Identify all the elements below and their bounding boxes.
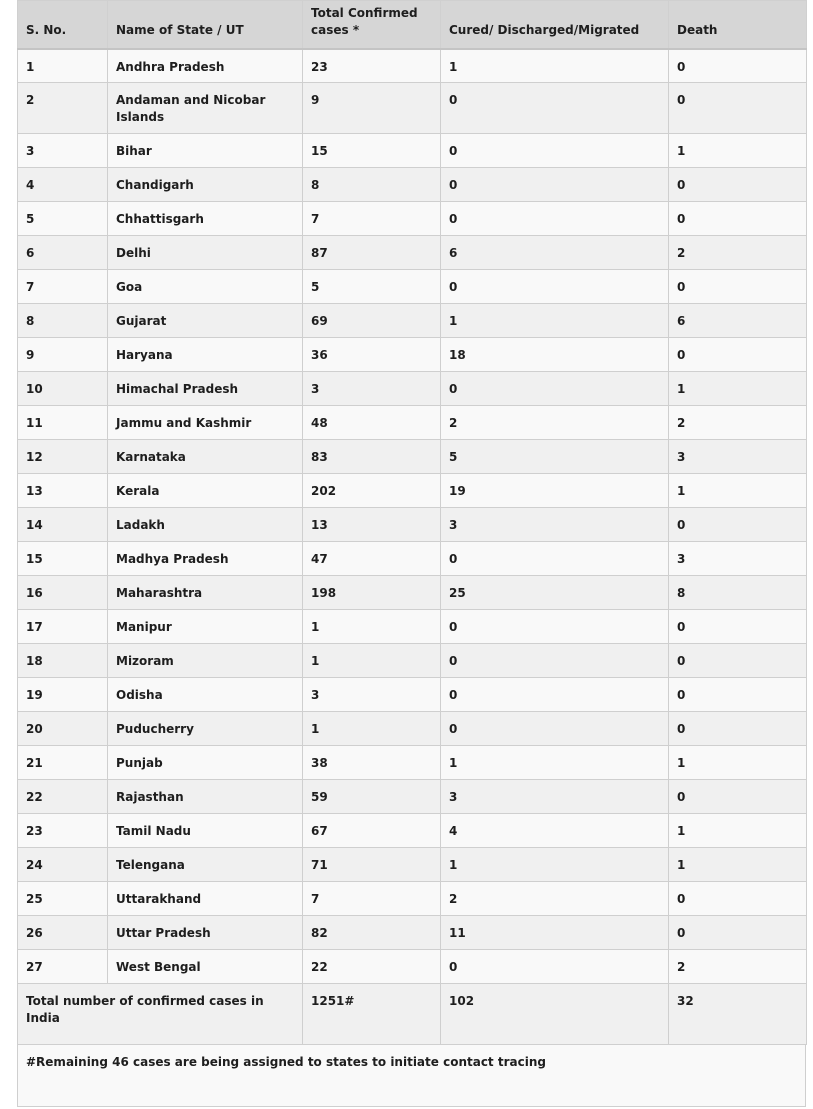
cell-cured: 0 bbox=[441, 542, 669, 576]
table-row bbox=[18, 916, 807, 950]
table-row bbox=[18, 304, 807, 338]
header-sno: S. No. bbox=[18, 1, 108, 49]
cell-state: Madhya Pradesh bbox=[108, 542, 303, 576]
cell-cured: 19 bbox=[441, 474, 669, 508]
cell-confirmed: 87 bbox=[303, 236, 441, 270]
cell-death: 0 bbox=[669, 168, 807, 202]
cell-confirmed: 47 bbox=[303, 542, 441, 576]
cell-death: 1 bbox=[669, 134, 807, 168]
cell-confirmed: 1 bbox=[303, 712, 441, 746]
cell-confirmed: 202 bbox=[303, 474, 441, 508]
cell-death: 2 bbox=[669, 236, 807, 270]
cell-cured: 0 bbox=[441, 610, 669, 644]
cell-death: 0 bbox=[669, 882, 807, 916]
cell-state: Haryana bbox=[108, 338, 303, 372]
cell-confirmed: 83 bbox=[303, 440, 441, 474]
total-death: 32 bbox=[669, 984, 807, 1045]
cell-confirmed: 7 bbox=[303, 882, 441, 916]
cell-confirmed: 1 bbox=[303, 610, 441, 644]
header-state: Name of State / UT bbox=[108, 1, 303, 49]
table-row bbox=[18, 134, 807, 168]
cell-state: Telengana bbox=[108, 848, 303, 882]
cell-state: Maharashtra bbox=[108, 576, 303, 610]
cell-confirmed: 67 bbox=[303, 814, 441, 848]
cell-confirmed: 198 bbox=[303, 576, 441, 610]
cell-cured: 0 bbox=[441, 270, 669, 304]
cell-sno: 27 bbox=[18, 950, 108, 984]
cell-sno: 4 bbox=[18, 168, 108, 202]
table-row bbox=[18, 202, 807, 236]
cell-death: 0 bbox=[669, 49, 807, 83]
cell-death: 0 bbox=[669, 270, 807, 304]
cell-death: 0 bbox=[669, 644, 807, 678]
table-row bbox=[18, 542, 807, 576]
cell-state: Andaman and Nicobar Islands bbox=[108, 83, 303, 134]
cell-sno: 20 bbox=[18, 712, 108, 746]
table-row bbox=[18, 814, 807, 848]
cell-cured: 4 bbox=[441, 814, 669, 848]
cell-death: 1 bbox=[669, 474, 807, 508]
cell-sno: 22 bbox=[18, 780, 108, 814]
cell-death: 3 bbox=[669, 440, 807, 474]
cell-state: Uttar Pradesh bbox=[108, 916, 303, 950]
cell-confirmed: 3 bbox=[303, 372, 441, 406]
cell-sno: 16 bbox=[18, 576, 108, 610]
cell-confirmed: 23 bbox=[303, 49, 441, 83]
cell-confirmed: 7 bbox=[303, 202, 441, 236]
table-row bbox=[18, 49, 807, 83]
table-row bbox=[18, 372, 807, 406]
cell-cured: 25 bbox=[441, 576, 669, 610]
cell-cured: 0 bbox=[441, 712, 669, 746]
cell-sno: 10 bbox=[18, 372, 108, 406]
table-row bbox=[18, 780, 807, 814]
cell-death: 0 bbox=[669, 916, 807, 950]
cell-cured: 0 bbox=[441, 168, 669, 202]
cell-sno: 3 bbox=[18, 134, 108, 168]
cell-confirmed: 22 bbox=[303, 950, 441, 984]
table-row bbox=[18, 746, 807, 780]
header-row bbox=[18, 1, 807, 49]
table-body bbox=[18, 49, 807, 984]
cell-cured: 2 bbox=[441, 406, 669, 440]
table-row bbox=[18, 576, 807, 610]
cell-cured: 18 bbox=[441, 338, 669, 372]
cell-confirmed: 15 bbox=[303, 134, 441, 168]
cell-death: 0 bbox=[669, 610, 807, 644]
table-row bbox=[18, 610, 807, 644]
cell-cured: 0 bbox=[441, 372, 669, 406]
cell-sno: 19 bbox=[18, 678, 108, 712]
cell-sno: 24 bbox=[18, 848, 108, 882]
table-header bbox=[18, 1, 807, 49]
cell-state: West Bengal bbox=[108, 950, 303, 984]
cell-sno: 15 bbox=[18, 542, 108, 576]
total-row bbox=[18, 984, 807, 1045]
header-confirmed: Total Confirmed cases * bbox=[303, 1, 441, 49]
table-row bbox=[18, 440, 807, 474]
cell-state: Kerala bbox=[108, 474, 303, 508]
cell-sno: 17 bbox=[18, 610, 108, 644]
cell-cured: 0 bbox=[441, 134, 669, 168]
cell-state: Punjab bbox=[108, 746, 303, 780]
cell-sno: 12 bbox=[18, 440, 108, 474]
cell-cured: 0 bbox=[441, 202, 669, 236]
cell-sno: 21 bbox=[18, 746, 108, 780]
cell-death: 8 bbox=[669, 576, 807, 610]
cell-death: 0 bbox=[669, 712, 807, 746]
table-row bbox=[18, 406, 807, 440]
cell-confirmed: 38 bbox=[303, 746, 441, 780]
cell-state: Himachal Pradesh bbox=[108, 372, 303, 406]
cell-death: 1 bbox=[669, 848, 807, 882]
header-death: Death bbox=[669, 1, 807, 49]
cell-state: Delhi bbox=[108, 236, 303, 270]
table-row bbox=[18, 712, 807, 746]
cell-sno: 7 bbox=[18, 270, 108, 304]
table-row bbox=[18, 882, 807, 916]
cell-cured: 1 bbox=[441, 746, 669, 780]
cell-death: 2 bbox=[669, 406, 807, 440]
total-label: Total number of confirmed cases in India bbox=[18, 984, 303, 1045]
header-cured: Cured/ Discharged/Migrated bbox=[441, 1, 669, 49]
table-row bbox=[18, 83, 807, 134]
cell-death: 2 bbox=[669, 950, 807, 984]
cell-state: Karnataka bbox=[108, 440, 303, 474]
cell-cured: 0 bbox=[441, 950, 669, 984]
cell-confirmed: 3 bbox=[303, 678, 441, 712]
cell-death: 0 bbox=[669, 202, 807, 236]
cell-state: Bihar bbox=[108, 134, 303, 168]
cell-cured: 6 bbox=[441, 236, 669, 270]
cell-death: 0 bbox=[669, 83, 807, 134]
cell-sno: 9 bbox=[18, 338, 108, 372]
table-row bbox=[18, 678, 807, 712]
cell-sno: 5 bbox=[18, 202, 108, 236]
cell-cured: 0 bbox=[441, 83, 669, 134]
cell-state: Tamil Nadu bbox=[108, 814, 303, 848]
table-row bbox=[18, 950, 807, 984]
cell-death: 0 bbox=[669, 338, 807, 372]
state-cases-table bbox=[17, 0, 807, 1045]
cell-cured: 1 bbox=[441, 304, 669, 338]
cell-death: 1 bbox=[669, 372, 807, 406]
table-row bbox=[18, 848, 807, 882]
cell-sno: 1 bbox=[18, 49, 108, 83]
total-cured: 102 bbox=[441, 984, 669, 1045]
cell-confirmed: 13 bbox=[303, 508, 441, 542]
cell-confirmed: 59 bbox=[303, 780, 441, 814]
cell-state: Puducherry bbox=[108, 712, 303, 746]
cell-state: Jammu and Kashmir bbox=[108, 406, 303, 440]
cell-state: Mizoram bbox=[108, 644, 303, 678]
cell-cured: 2 bbox=[441, 882, 669, 916]
cell-confirmed: 1 bbox=[303, 644, 441, 678]
cell-state: Odisha bbox=[108, 678, 303, 712]
table-row bbox=[18, 508, 807, 542]
cell-state: Uttarakhand bbox=[108, 882, 303, 916]
table-row bbox=[18, 474, 807, 508]
cell-death: 0 bbox=[669, 678, 807, 712]
total-confirmed: 1251# bbox=[303, 984, 441, 1045]
cell-state: Goa bbox=[108, 270, 303, 304]
cell-sno: 26 bbox=[18, 916, 108, 950]
cell-death: 6 bbox=[669, 304, 807, 338]
cell-death: 1 bbox=[669, 746, 807, 780]
table-row bbox=[18, 168, 807, 202]
cell-state: Andhra Pradesh bbox=[108, 49, 303, 83]
cell-confirmed: 69 bbox=[303, 304, 441, 338]
table-row bbox=[18, 644, 807, 678]
cell-death: 3 bbox=[669, 542, 807, 576]
cell-cured: 0 bbox=[441, 678, 669, 712]
table-row bbox=[18, 338, 807, 372]
cell-death: 1 bbox=[669, 814, 807, 848]
cell-cured: 5 bbox=[441, 440, 669, 474]
cell-death: 0 bbox=[669, 508, 807, 542]
cell-cured: 1 bbox=[441, 49, 669, 83]
cell-sno: 18 bbox=[18, 644, 108, 678]
cell-sno: 23 bbox=[18, 814, 108, 848]
cell-sno: 25 bbox=[18, 882, 108, 916]
cell-sno: 14 bbox=[18, 508, 108, 542]
cell-confirmed: 48 bbox=[303, 406, 441, 440]
cell-cured: 1 bbox=[441, 848, 669, 882]
cell-confirmed: 8 bbox=[303, 168, 441, 202]
cell-state: Gujarat bbox=[108, 304, 303, 338]
table-row bbox=[18, 236, 807, 270]
cell-state: Rajasthan bbox=[108, 780, 303, 814]
table-total bbox=[18, 984, 807, 1045]
cell-cured: 3 bbox=[441, 508, 669, 542]
cell-confirmed: 82 bbox=[303, 916, 441, 950]
cell-confirmed: 9 bbox=[303, 83, 441, 134]
cell-cured: 0 bbox=[441, 644, 669, 678]
cell-sno: 6 bbox=[18, 236, 108, 270]
cell-sno: 13 bbox=[18, 474, 108, 508]
cell-cured: 11 bbox=[441, 916, 669, 950]
table-row bbox=[18, 270, 807, 304]
cell-confirmed: 5 bbox=[303, 270, 441, 304]
cell-state: Chandigarh bbox=[108, 168, 303, 202]
cell-sno: 2 bbox=[18, 83, 108, 134]
cell-confirmed: 36 bbox=[303, 338, 441, 372]
covid-state-table-container bbox=[17, 0, 806, 1107]
cell-sno: 8 bbox=[18, 304, 108, 338]
cell-state: Chhattisgarh bbox=[108, 202, 303, 236]
cell-death: 0 bbox=[669, 780, 807, 814]
cell-cured: 3 bbox=[441, 780, 669, 814]
cell-sno: 11 bbox=[18, 406, 108, 440]
cell-state: Manipur bbox=[108, 610, 303, 644]
cell-state: Ladakh bbox=[108, 508, 303, 542]
footnote: #Remaining 46 cases are being assigned to states to initiate contact tracing bbox=[17, 1045, 806, 1107]
cell-confirmed: 71 bbox=[303, 848, 441, 882]
